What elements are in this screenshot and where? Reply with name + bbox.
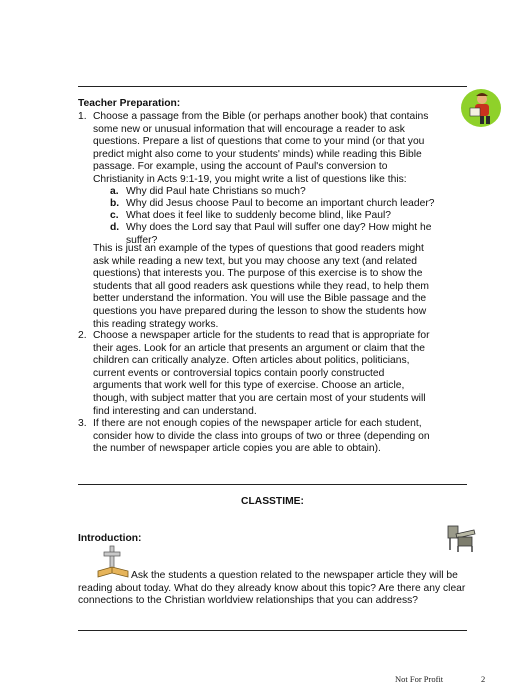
item-number: 2. [78, 330, 87, 341]
intro-heading: Introduction: [78, 533, 142, 544]
question-letter: a. [110, 186, 119, 197]
text-line: some new or unusual information that will encourage a reader to ask [93, 123, 405, 135]
text-line: suffer? [126, 234, 158, 246]
text-line: What does it feel like to suddenly become blind, like Paul? [126, 210, 392, 221]
section-rule [78, 484, 467, 485]
intro-paragraph [78, 570, 465, 608]
prep-heading: Teacher Preparation: [78, 98, 181, 109]
text-line: Christianity in Acts 9:1-19, you might write a list of questions like this: [93, 173, 407, 185]
text-line: questions you have prepared during the lesson to show the students how [93, 305, 427, 317]
text-line: questions) that interests you. The purpose of this exercise is to show the [93, 268, 423, 280]
text-line: predict might also come to your students' minds) while reading this Bible [93, 148, 422, 160]
question-item [126, 198, 478, 211]
question-letter: c. [110, 210, 119, 221]
text-line: passage. For example, using the account of Paul's conversion to [93, 161, 388, 173]
text-line: this reading strategy works. [93, 318, 219, 330]
text-line: current events or controversial topics contain poorly constructed [93, 367, 385, 379]
text-line: the number of newspaper article copies you are able to obtain). [93, 443, 381, 455]
text-line: This is just an example of the types of questions that good readers might [93, 243, 424, 254]
item-number: 1. [78, 111, 87, 122]
text-line: Why did Paul hate Christians so much? [126, 186, 306, 197]
text-line: Why does the Lord say that Paul will suffer one day? How might he [126, 222, 432, 233]
text-line: arguments that work well for this type of exercise. Choose an article, [93, 380, 405, 392]
text-line: questions. Prepare a list of questions that come to your mind (or that you [93, 136, 425, 148]
list-item [93, 418, 475, 456]
list-item-continuation [93, 243, 475, 331]
text-line: connections to the Christian worldview relationships that you can address? [78, 595, 418, 607]
question-letter: b. [110, 198, 120, 209]
page-number: 2 [481, 674, 486, 684]
text-line: Choose a newspaper article for the students to read that is appropriate for [93, 330, 430, 341]
bottom-rule [78, 630, 467, 631]
text-line: Why did Jesus choose Paul to become an important church leader? [126, 198, 435, 209]
question-item [126, 210, 478, 223]
text-line: reading about today. What do they already know about this topic? Are there any clear [78, 582, 466, 594]
text-line: students that all good readers ask questions while they read, to help them [93, 280, 429, 292]
text-line: If there are not enough copies of the newspaper article for each student, [93, 418, 422, 429]
school-desk-icon [444, 520, 478, 559]
text-line: consider how to divide the class into groups of two or three (depending on [93, 430, 430, 442]
text-line: better understand the information. You will use the Bible passage and the [93, 293, 427, 305]
text-line: find interesting and can understand. [93, 405, 257, 417]
text-line: Choose a passage from the Bible (or perhaps another book) that contains [93, 111, 429, 122]
list-item [93, 330, 475, 418]
text-line: children can critically analyze. Often articles about politics, politicians, [93, 355, 410, 367]
question-item [126, 186, 478, 199]
classtime-heading: CLASSTIME: [241, 496, 304, 507]
text-line: Ask the students a question related to the newspaper article they will be [131, 570, 458, 581]
list-item [93, 111, 475, 187]
question-letter: d. [110, 222, 120, 233]
item-number: 3. [78, 418, 87, 429]
top-rule [78, 86, 467, 87]
text-line: their ages. Look for an article that presents an argument or claim that the [93, 342, 425, 354]
footer-text: Not For Profit [395, 674, 444, 684]
text-line: though, with subject matter that you are certain most of your students will [93, 392, 426, 404]
text-line: ask while reading a new text, but you may choose any text (and related [93, 255, 417, 267]
